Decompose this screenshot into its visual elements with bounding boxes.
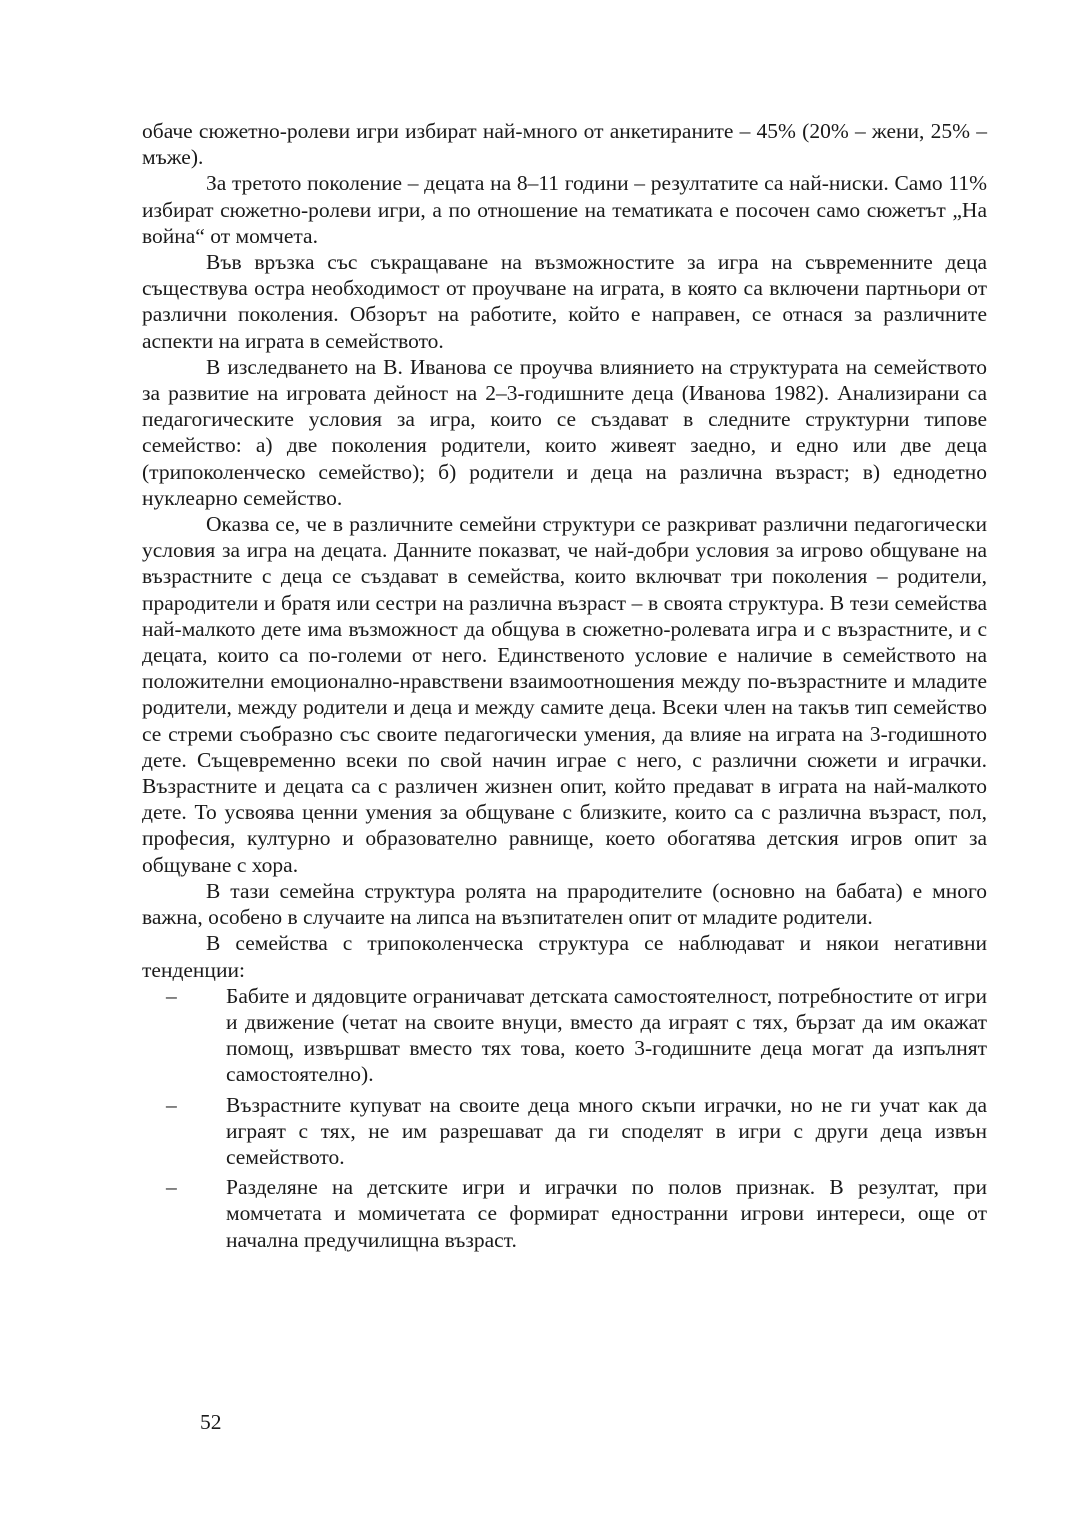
list-item [142,1092,987,1171]
list-item-text: Разделяне на детските игри и играчки по полов признак. В резултат, при момчетата и момичетата се формират едностранни игрови интереси, още от начална предучилищна възраст. [226,1175,987,1252]
paragraph-play-reduction: Във връзка със съкращаване на възможностите за игра на съвременните деца съществува остра необходимост от проучване на играта, в която са включени партньори от различни поколения. Обзорът на работите, който е направен, се отнася за различните аспекти на играта в семейството. [142,250,987,353]
list-item [142,1174,987,1253]
paragraph-negative-tendencies: В семейства с трипоколенческа структура се наблюдават и някои негативни тенденции: [142,931,987,982]
paragraph-grandparents-role: В тази семейна структура ролята на прародителите (основно на бабата) е много важна, особено в случаите на липса на възпитателен опит от младите родители. [142,878,987,930]
list-dash: – [166,983,177,1008]
paragraph-ivanova-study: В изследването на В. Иванова се проучва влиянието на структурата на семейството за развитие на игровата дейност на 2–3-годишните деца (Иванова 1982). Анализирани са педагогическите условия за игра, които се създават в следните структурни типове семейство: а) две поколения родители, които живеят заедно, и едно или две деца (трипоколенческо семейство); б) родители и деца на различна възраст; в) еднодетно нуклеарно семейство. [142,354,987,510]
list-item [142,983,987,1088]
list-dash: – [166,1175,177,1200]
negative-tendencies-list [142,983,987,1253]
list-item-text: Възрастните купуват на своите деца много скъпи играчки, но не ги учат как да играят с тях, не им разрешават да ги споделят в игри с други деца извън семейството. [226,1092,987,1169]
list-dash: – [166,1092,177,1117]
page-number: 52 [200,1410,222,1434]
list-item-text: Бабите и дядовците ограничават детската самостоятелност, потребностите от игри и движение (четат на своите внуци, вместо да играят с тях, бързат да им окажат помощ, извършват вместо тях това, което 3-годишните деца могат да изпълнят самостоятелно). [226,983,987,1087]
page-body [142,118,987,1257]
paragraph-continuation: обаче сюжетно-ролеви игри избират най-много от анкетираните – 45% (20% – жени, 25% – мъже). [142,119,987,170]
paragraph-family-structures: Оказва се, че в различните семейни структури се разкриват различни педагогически условия за игра на децата. Данните показват, че най-добри условия за игрово общуване на възрастните с деца се създават в семейства, които включват три поколения – родители, прародители и братя или сестри на различна възраст – в своята структура. В тези семейства най-малкото дете има възможност да общува в сюжетно-ролевата игра и с възрастните, и с децата, които са по-големи от него. Единственото условие е наличие в семейството на положителни емоционално-нравствени взаимоотношения между по-възрастните и младите родители, между родители и деца и между самите деца. Всеки член на такъв тип семейство се стреми съобразно със своите педагогически умения, да влияе на играта на 3-годишното дете. Същевременно всеки по свой начин играе с него, с различни сюжети и играчки. Възрастните и децата са с различен жизнен опит, който предават в играта на най-малкото дете. То усвоява ценни умения за общуване с близките, които са с различна възраст, пол, професия, културно и образователно равнище, което обогатява детския игров опит за общуване с хора. [142,512,987,877]
paragraph-third-generation: За третото поколение – децата на 8–11 години – резултатите са най-ниски. Само 11% избират сюжетно-ролеви игри, а по отношение на тематиката е посочен само сюжетът „На война“ от момчета. [142,171,987,248]
